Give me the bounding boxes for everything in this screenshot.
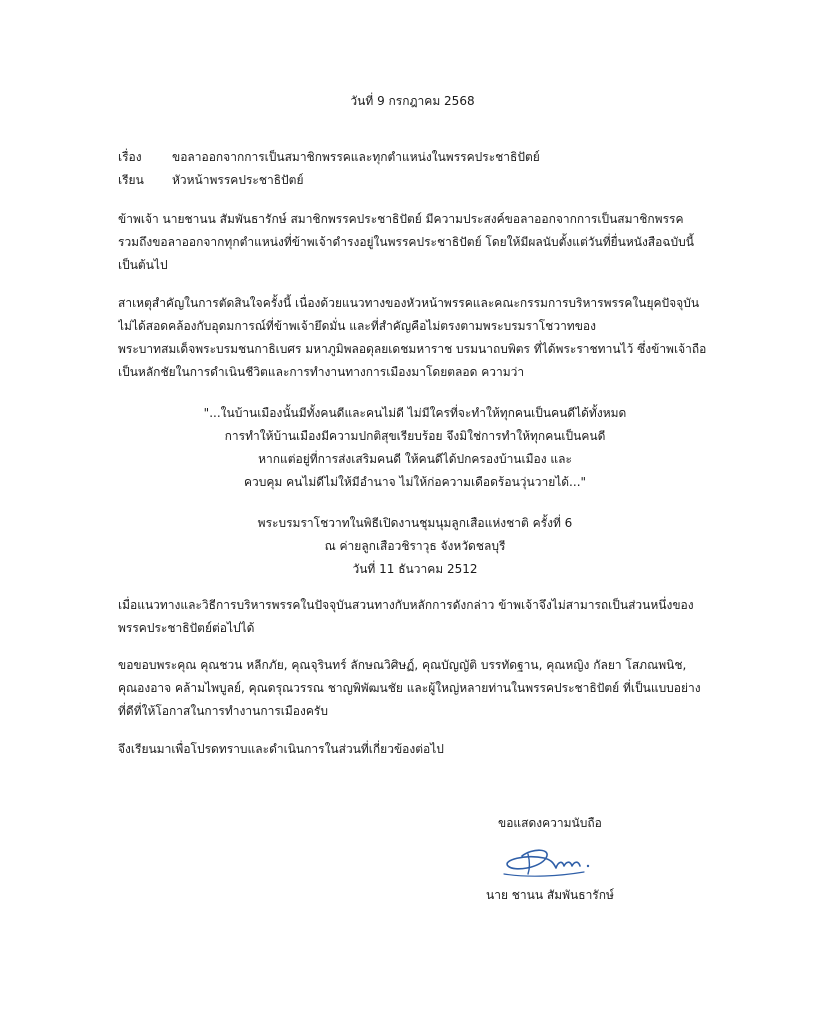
paragraph-line: ไม่ได้สอดคล้องกับอุดมการณ์ที่ข้าพเจ้ายึดมั่น และที่สำคัญคือไม่ตรงตามพระบรมราโชวาทของ — [118, 319, 596, 333]
royal-quote — [150, 402, 680, 494]
subject-text: ขอลาออกจากการเป็นสมาชิกพรรคและทุกตำแหน่งในพรรคประชาธิปัตย์ — [172, 150, 540, 164]
quote-line: หากแต่อยู่ที่การส่งเสริมคนดี ให้คนดีได้ปกครองบ้านเมือง และ — [258, 452, 572, 466]
paragraph-line: ขอขอบพระคุณ คุณชวน หลีกภัย, คุณจุรินทร์ ลักษณวิศิษฏ์, คุณบัญญัติ บรรทัดฐาน, คุณหญิง กัลยา โสภณพนิช, — [118, 658, 687, 672]
regards-text: ขอแสดงความนับถือ — [498, 816, 602, 830]
thanks-paragraph — [118, 654, 716, 723]
source-line: พระบรมราโชวาทในพิธีเปิดงานชุมนุมลูกเสือแห่งชาติ ครั้งที่ 6 — [257, 516, 573, 530]
closing-paragraph — [118, 738, 716, 761]
quote-line: การทำให้บ้านเมืองมีความปกติสุขเรียบร้อย จึงมิใช่การทำให้ทุกคนเป็นคนดี — [224, 429, 606, 443]
subject-row — [118, 146, 718, 169]
quote-source — [150, 512, 680, 581]
recipient-text: หัวหน้าพรรคประชาธิปัตย์ — [172, 173, 304, 187]
intro-paragraph — [118, 208, 716, 277]
signature-image — [500, 838, 610, 886]
paragraph-line: จึงเรียนมาเพื่อโปรดทราบและดำเนินการในส่วนที่เกี่ยวข้องต่อไป — [118, 742, 444, 756]
paragraph-line: เมื่อแนวทางและวิธีการบริหารพรรคในปัจจุบันสวนทางกับหลักการดังกล่าว ข้าพเจ้าจึงไม่สามารถเป็นส่วนหนึ่งของ — [118, 598, 694, 612]
paragraph-line: ข้าพเจ้า นายชานน สัมพันธารักษ์ สมาชิกพรรคประชาธิปัตย์ มีความประสงค์ขอลาออกจากการเป็นสมาชิกพรรค — [118, 212, 684, 226]
signer-name: นาย ชานน สัมพันธารักษ์ — [486, 888, 614, 902]
quote-line: ควบคุม คนไม่ดีไม่ให้มีอำนาจ ไม่ให้ก่อความเดือดร้อนวุ่นวายได้..." — [243, 475, 587, 489]
letter-date: วันที่ 9 กรกฎาคม 2568 — [350, 94, 475, 108]
paragraph-line: สาเหตุสำคัญในการตัดสินใจครั้งนี้ เนื่องด้วยแนวทางของหัวหน้าพรรคและคณะกรรมการบริหารพรรคในยุคปัจจุบัน — [118, 296, 700, 310]
recipient-row — [118, 169, 718, 192]
recipient-label: เรียน — [118, 173, 144, 187]
paragraph-line: เป็นต้นไป — [118, 258, 168, 272]
paragraph-line: เป็นหลักชัยในการดำเนินชีวิตและการทำงานทางการเมืองมาโดยตลอด ความว่า — [118, 365, 525, 379]
subject-label: เรื่อง — [118, 150, 142, 164]
letter-header — [118, 146, 718, 192]
reason-paragraph — [118, 292, 716, 384]
paragraph-line: พระบาทสมเด็จพระบรมชนกาธิเบศร มหาภูมิพลอดุลยเดชมหาราช บรมนาถบพิตร ที่ได้พระราชทานไว้ ซึ่งข้าพเจ้าถือ — [118, 342, 707, 356]
paragraph-line: พรรคประชาธิปัตย์ต่อไปได้ — [118, 621, 255, 635]
quote-line: "...ในบ้านเมืองนั้นมีทั้งคนดีและคนไม่ดี ไม่มีใครที่จะทำให้ทุกคนเป็นคนดีได้ทั้งหมด — [203, 406, 627, 420]
paragraph-line: ที่ดีที่ให้โอกาสในการทำงานการเมืองครับ — [118, 704, 328, 718]
source-line: วันที่ 11 ธันวาคม 2512 — [352, 562, 478, 576]
paragraph-line: รวมถึงขอลาออกจากทุกตำแหน่งที่ข้าพเจ้าดำรงอยู่ในพรรคประชาธิปัตย์ โดยให้มีผลนับตั้งแต่วันที่ยื่นหนังสือฉบับนี้ — [118, 235, 694, 249]
paragraph-line: คุณองอาจ คล้ามไพบูลย์, คุณดรุณวรรณ ชาญพิพัฒนชัย และผู้ใหญ่หลายท่านในพรรคประชาธิปัตย์ ที่เป็นแบบอย่าง — [118, 681, 701, 695]
source-line: ณ ค่ายลูกเสือวชิราวุธ จังหวัดชลบุรี — [324, 539, 506, 553]
conclusion-paragraph — [118, 594, 716, 640]
